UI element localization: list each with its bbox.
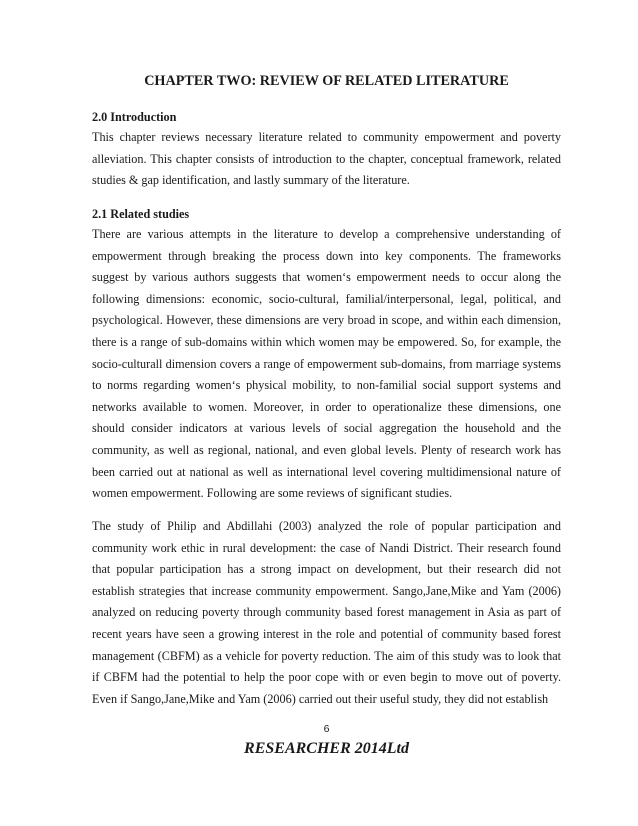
footer-publisher: RESEARCHER 2014Ltd — [244, 740, 409, 757]
section-heading-introduction: 2.0 Introduction — [92, 110, 177, 124]
introduction-paragraph: This chapter reviews necessary literature related to community empowerment and poverty alleviation. This chapter consists of introduction to the chapter, conceptual framework, related studies & gap identification, and lastly summary of the literature. — [92, 130, 561, 188]
section-heading-related-studies: 2.1 Related studies — [92, 207, 190, 221]
chapter-title: CHAPTER TWO: REVIEW OF RELATED LITERATURE — [144, 73, 509, 89]
related-studies-paragraph-2: The study of Philip and Abdillahi (2003) analyzed the role of popular participation and community work ethic in rural development: the case of Nandi District. Their research found that popular participation has a strong impact on development, but their research did not establish strategies that increase community empowerment. Sango,Jane,Mike and Yam (2006) analyzed on reducing poverty through community based forest management in Asia as part of recent years have seen a growing interest in the role and potential of community based forest management (CBFM) as a vehicle for poverty reduction. The aim of this study was to look that if CBFM had the potential to help the poor cope with or even begin to move out of poverty. Even if Sango,Jane,Mike and Yam (2006) carried out their useful study, they did not establish — [92, 519, 561, 706]
page-number: 6 — [323, 723, 330, 735]
related-studies-paragraph-1: There are various attempts in the literature to develop a comprehensive understanding of empowerment through breaking the process down into key components. The frameworks suggest by various authors suggests that women‘s empowerment needs to occur along the following dimensions: economic, socio-cultural, familial/interpersonal, legal, political, and psychological. However, these dimensions are very broad in scope, and within each dimension, there is a range of sub-domains within which women may be empowered. So, for example, the socio-culturall dimension covers a range of empowerment sub-domains, from marriage systems to norms regarding women‘s physical mobility, to non-familial social support systems and networks available to women. Moreover, in order to operationalize these dimensions, one should consider indicators at various levels of social aggregation the household and the community, as well as regional, national, and even global levels. Plenty of research work has been carried out at national as well as international level covering multidimensional nature of women empowerment. Following are some reviews of significant studies. — [92, 227, 561, 501]
